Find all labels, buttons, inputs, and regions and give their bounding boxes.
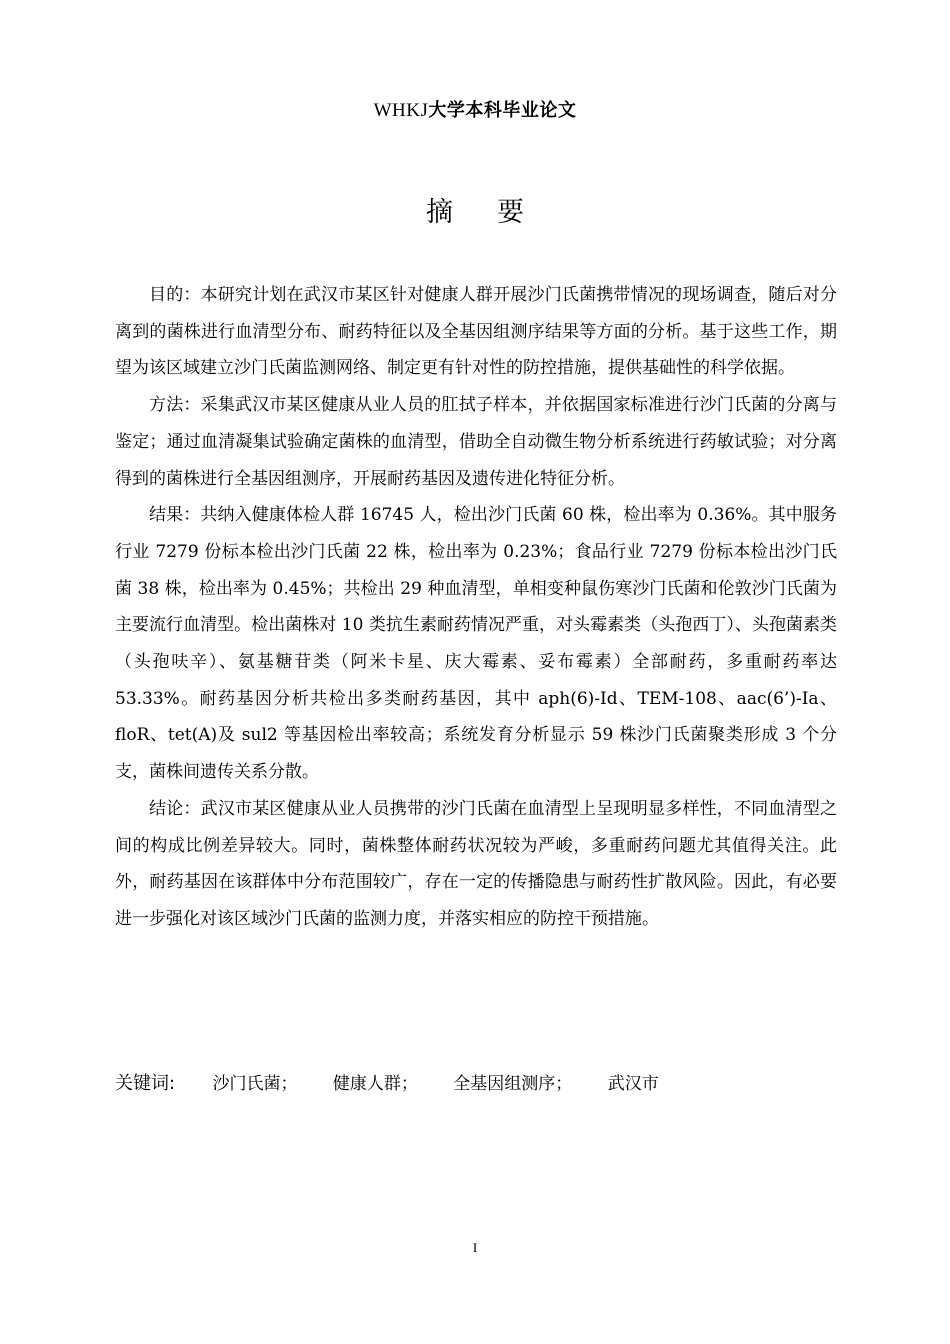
- header-title: 大学本科毕业论文: [428, 100, 577, 121]
- paragraph-methods: 方法：采集武汉市某区健康从业人员的肛拭子样本，并依据国家标准进行沙门氏菌的分离与鉴定；通过血清凝集试验确定菌株的血清型，借助全自动微生物分析系统进行药敏试验；对分离得到的菌株进行全基因组测序，开展耐药基因及遗传进化特征分析。: [115, 395, 837, 489]
- paragraph-results: 结果：共纳入健康体检人群 16745 人，检出沙门氏菌 60 株，检出率为 0.36%。其中服务行业 7279 份标本检出沙门氏菌 22 株，检出率为 0.23%；食品行业 7279 份标本检出沙门氏菌 38 株，检出率为 0.45%；共检出 29 种血清型，单相变种鼠伤寒沙门氏菌和伦敦沙门氏菌为主要流行血清型。检出菌株对 10 类抗生素耐药情况严重，对头霉素类（头孢西丁）、头孢菌素类（头孢呋辛）、氨基糖苷类（阿米卡星、庆大霉素、妥布霉素）全部耐药，多重耐药率达 53.33%。耐药基因分析共检出多类耐药基因，其中 aph(6)-Id、TEM-108、aac(6’)-Ia、floR、tet(A)及 sul2 等基因检出率较高；系统发育分析显示 59 株沙门氏菌聚类形成 3 个分支，菌株间遗传关系分散。: [115, 505, 837, 783]
- keyword-item: 健康人群；: [332, 1074, 418, 1094]
- keywords-label: 关键词:: [115, 1073, 176, 1094]
- keywords-line: [115, 1069, 837, 1099]
- keyword-item: 沙门氏菌；: [212, 1074, 298, 1094]
- keyword-item: 全基因组测序；: [453, 1074, 573, 1094]
- header-prefix: WHKJ: [373, 100, 429, 121]
- keyword-item: 武汉市: [607, 1074, 659, 1094]
- abstract-title: 摘要: [426, 197, 568, 228]
- paragraph-purpose: 目的：本研究计划在武汉市某区针对健康人群开展沙门氏菌携带情况的现场调查，随后对分离到的菌株进行血清型分布、耐药特征以及全基因组测序结果等方面的分析。基于这些工作，期望为该区域建立沙门氏菌监测网络、制定更有针对性的防控措施，提供基础性的科学依据。: [115, 285, 837, 379]
- paragraph-conclusion: 结论：武汉市某区健康从业人员携带的沙门氏菌在血清型上呈现明显多样性，不同血清型之间的构成比例差异较大。同时，菌株整体耐药状况较为严峻，多重耐药问题尤其值得关注。此外，耐药基因在该群体中分布范围较广，存在一定的传播隐患与耐药性扩散风险。因此，有必要进一步强化对该区域沙门氏菌的监测力度，并落实相应的防控干预措施。: [115, 798, 837, 929]
- page-number: I: [472, 1240, 478, 1255]
- abstract-body: [115, 277, 837, 938]
- running-header: [0, 96, 950, 122]
